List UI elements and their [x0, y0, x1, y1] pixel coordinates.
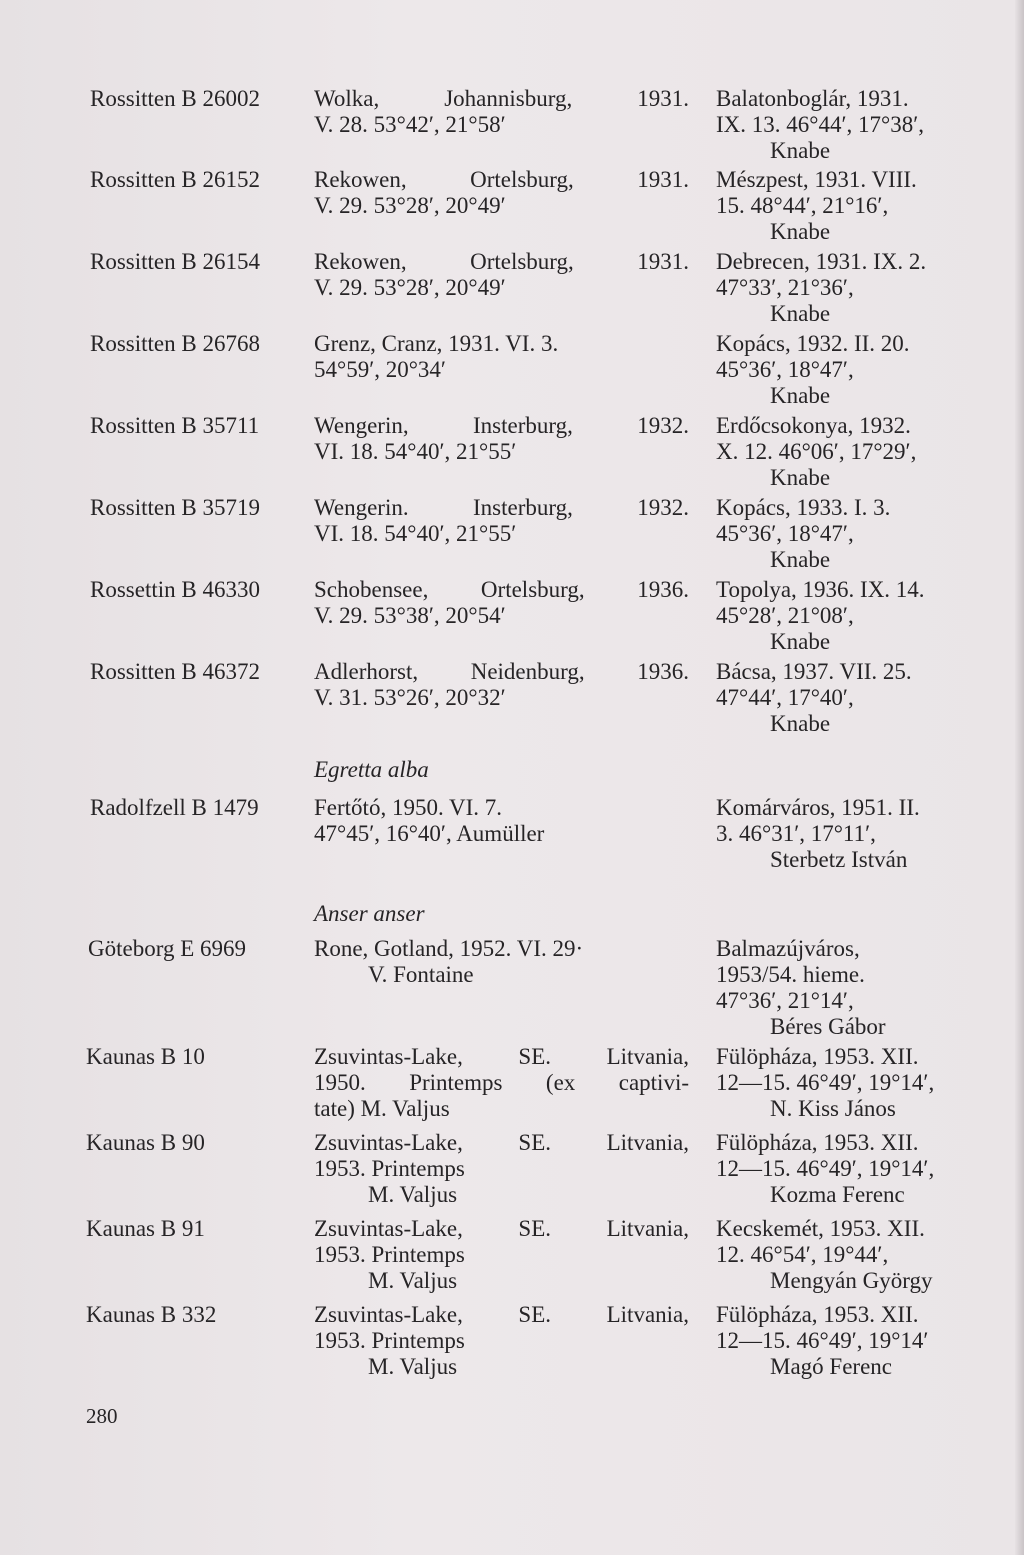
recovery-details [716, 331, 988, 409]
ringing-line: M. Valjus [368, 1182, 458, 1207]
ring-number: Radolfzell B 1479 [90, 795, 259, 820]
ring-number: Kaunas B 91 [86, 1216, 205, 1241]
ringing-line: Rekowen, Ortelsburg, 1931. [314, 167, 689, 192]
recovery-line: 47°33′, 21°36′, [716, 275, 854, 300]
ringing-line: VI. 18. 54°40′, 21°55′ [314, 439, 517, 464]
ringing-details [314, 413, 689, 465]
ringing-details [314, 86, 689, 138]
recovery-line: Erdőcsokonya, 1932. [716, 413, 911, 438]
ring-number: Rossitten B 26002 [90, 86, 260, 111]
recovery-line: 12—15. 46°49′, 19°14′, [716, 1156, 935, 1181]
ringing-line: Rekowen, Ortelsburg, 1931. [314, 249, 689, 274]
recovery-details [716, 167, 988, 245]
recovery-line: Fülöpháza, 1953. XII. [716, 1044, 919, 1069]
ringing-line: Schobensee, Ortelsburg, 1936. [314, 577, 689, 602]
recovery-line: Knabe [770, 711, 831, 736]
recovery-line: 45°36′, 18°47′, [716, 357, 854, 382]
ringing-details [314, 1130, 689, 1208]
recovery-line: Knabe [770, 383, 831, 408]
ringing-details [314, 577, 689, 629]
ring-number: Rossitten B 26768 [90, 331, 260, 356]
ring-number: Rossitten B 46372 [90, 659, 260, 684]
recovery-details [716, 795, 988, 873]
ring-number: Rossitten B 35711 [90, 413, 260, 438]
recovery-line: Kozma Ferenc [770, 1182, 905, 1207]
recovery-details [716, 495, 988, 573]
recovery-line: Balmazújváros, [716, 936, 860, 961]
ringing-line: M. Valjus [368, 1268, 458, 1293]
recovery-line: Topolya, 1936. IX. 14. [716, 577, 925, 602]
recovery-line: Fülöpháza, 1953. XII. [716, 1302, 919, 1327]
recovery-details [716, 577, 988, 655]
recovery-line: Debrecen, 1931. IX. 2. [716, 249, 927, 274]
recovery-line: Knabe [770, 465, 831, 490]
ringing-line: Wolka, Johannisburg, 1931. [314, 86, 689, 111]
recovery-details [716, 1130, 988, 1208]
ringing-line: V. 29. 53°28′, 20°49′ [314, 193, 506, 218]
recovery-line: Kopács, 1932. II. 20. [716, 331, 910, 356]
ringing-line: Adlerhorst, Neidenburg, 1936. [314, 659, 689, 684]
recovery-line: Kopács, 1933. I. 3. [716, 495, 891, 520]
recovery-line: 1953/54. hieme. [716, 962, 865, 987]
recovery-line: Kecskemét, 1953. XII. [716, 1216, 925, 1241]
recovery-details [716, 936, 988, 1040]
recovery-line: 45°28′, 21°08′, [716, 603, 854, 628]
ringing-line: 1953. Printemps [314, 1328, 465, 1353]
ringing-line: tate) M. Valjus [314, 1096, 450, 1121]
recovery-details [716, 659, 988, 737]
recovery-line: Knabe [770, 547, 831, 572]
recovery-details [716, 1302, 988, 1380]
recovery-line: Mengyán György [770, 1268, 933, 1293]
recovery-line: 12—15. 46°49′, 19°14′ [716, 1328, 929, 1353]
ringing-details [314, 331, 689, 383]
recovery-details [716, 86, 988, 164]
species-heading: Anser anser [314, 901, 425, 926]
ringing-details [314, 1302, 689, 1380]
ringing-line: V. Fontaine [368, 962, 474, 987]
ringing-line: M. Valjus [368, 1354, 458, 1379]
recovery-line: 47°36′, 21°14′, [716, 988, 854, 1013]
ringing-line: VI. 18. 54°40′, 21°55′ [314, 521, 517, 546]
recovery-details [716, 1044, 988, 1122]
recovery-line: 12—15. 46°49′, 19°14′, [716, 1070, 935, 1095]
recovery-line: 45°36′, 18°47′, [716, 521, 854, 546]
recovery-line: Béres Gábor [770, 1014, 886, 1039]
recovery-line: Sterbetz István [770, 847, 908, 872]
ringing-line: V. 29. 53°38′, 20°54′ [314, 603, 506, 628]
recovery-line: 47°44′, 17°40′, [716, 685, 854, 710]
recovery-line: Knabe [770, 219, 831, 244]
recovery-line: Balatonboglár, 1931. [716, 86, 909, 111]
page-edge-shadow [1015, 0, 1024, 1555]
recovery-line: 15. 48°44′, 21°16′, [716, 193, 889, 218]
recovery-line: Knabe [770, 301, 831, 326]
ringing-details [314, 1216, 689, 1294]
ringing-line: Fertőtó, 1950. VI. 7. [314, 795, 503, 820]
ringing-details [314, 659, 689, 711]
ringing-line: 1953. Printemps [314, 1242, 465, 1267]
recovery-line: Fülöpháza, 1953. XII. [716, 1130, 919, 1155]
ringing-line: V. 28. 53°42′, 21°58′ [314, 112, 506, 137]
recovery-line: Bácsa, 1937. VII. 25. [716, 659, 912, 684]
ring-number: Kaunas B 332 [86, 1302, 217, 1327]
ringing-line: 1953. Printemps [314, 1156, 465, 1181]
recovery-line: Knabe [770, 138, 831, 163]
species-heading: Egretta alba [314, 757, 429, 782]
ring-number: Kaunas B 10 [86, 1044, 205, 1069]
ringing-line: Rone, Gotland, 1952. VI. 29· [314, 936, 584, 961]
recovery-line: 12. 46°54′, 19°44′, [716, 1242, 889, 1267]
ringing-line: Zsuvintas-Lake, SE. Litvania, [314, 1302, 689, 1327]
ringing-line: 47°45′, 16°40′, Aumüller [314, 821, 545, 846]
ring-number: Rossettin B 46330 [90, 577, 260, 602]
recovery-line: X. 12. 46°06′, 17°29′, [716, 439, 917, 464]
ringing-details [314, 1044, 689, 1122]
ringing-details [314, 936, 689, 988]
ring-number: Göteborg E 6969 [88, 936, 247, 961]
recovery-line: N. Kiss János [770, 1096, 896, 1121]
ringing-details [314, 167, 689, 219]
ringing-line: Wengerin, Insterburg, 1932. [314, 413, 689, 438]
ringing-line: Zsuvintas-Lake, SE. Litvania, [314, 1216, 689, 1241]
recovery-line: Knabe [770, 629, 831, 654]
ring-number: Kaunas B 90 [86, 1130, 205, 1155]
ringing-line: Zsuvintas-Lake, SE. Litvania, [314, 1130, 689, 1155]
recovery-details [716, 413, 988, 491]
ringing-details [314, 795, 689, 847]
ringing-line: V. 29. 53°28′, 20°49′ [314, 275, 506, 300]
ringing-line: Zsuvintas-Lake, SE. Litvania, [314, 1044, 689, 1069]
recovery-details [716, 1216, 988, 1294]
ringing-line: V. 31. 53°26′, 20°32′ [314, 685, 506, 710]
recovery-line: 3. 46°31′, 17°11′, [716, 821, 876, 846]
ring-number: Rossitten B 35719 [90, 495, 260, 520]
ringing-details [314, 249, 689, 301]
recovery-line: Magó Ferenc [770, 1354, 892, 1379]
recovery-details [716, 249, 988, 327]
ringing-line: Wengerin. Insterburg, 1932. [314, 495, 689, 520]
recovery-line: Komárváros, 1951. II. [716, 795, 920, 820]
ring-number: Rossitten B 26152 [90, 167, 260, 192]
ringing-details [314, 495, 689, 547]
page-number: 280 [86, 1404, 118, 1428]
ringing-line: Grenz, Cranz, 1931. VI. 3. [314, 331, 559, 356]
recovery-line: Mészpest, 1931. VIII. [716, 167, 917, 192]
recovery-line: IX. 13. 46°44′, 17°38′, [716, 112, 924, 137]
ringing-line: 54°59′, 20°34′ [314, 357, 446, 382]
ringing-line: 1950. Printemps (ex captivi- [314, 1070, 689, 1095]
ring-number: Rossitten B 26154 [90, 249, 260, 274]
